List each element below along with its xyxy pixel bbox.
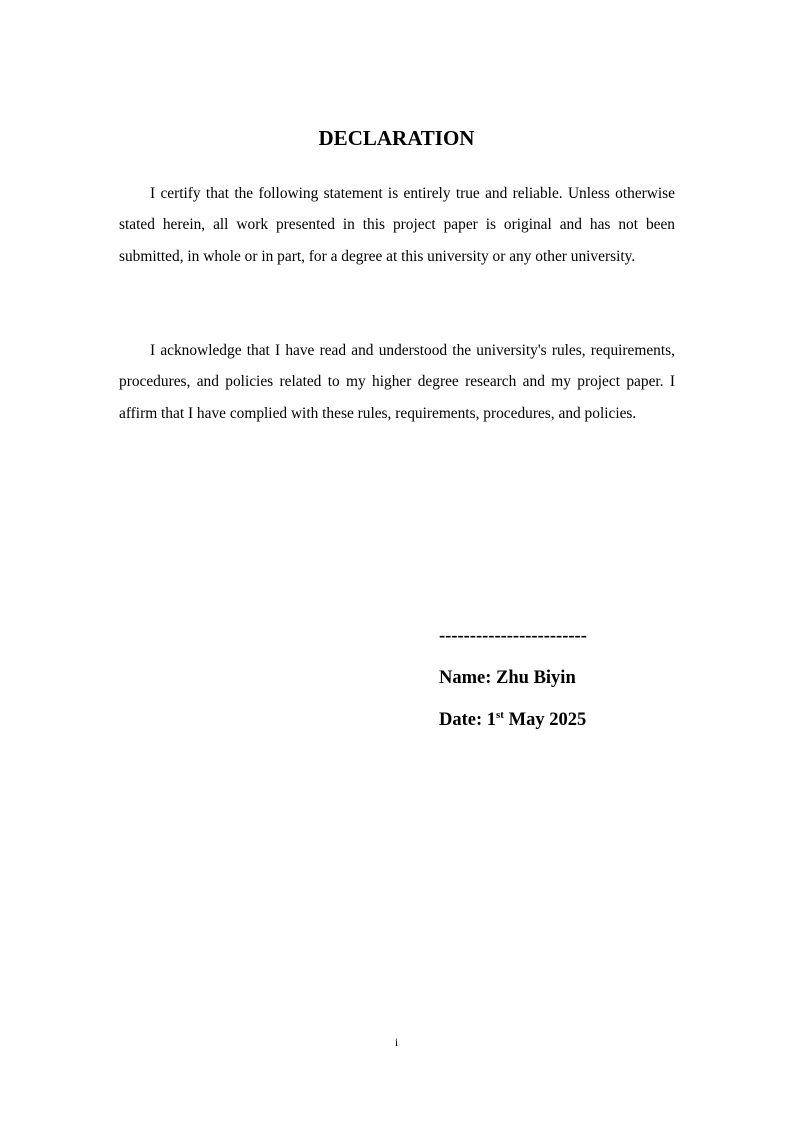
page-title: DECLARATION [318,126,475,150]
certification-paragraph: I certify that the following statement is entirely true and reliable. Unless otherwise stated herein, all work presented in this project paper is original and has not been submitted, in whole or in part, for a degree at this university or any other university. [119,185,675,265]
page-number: i [394,1035,399,1049]
name-value: Zhu Biyin [496,668,576,688]
acknowledgement-paragraph: I acknowledge that I have read and understood the university's rules, requirements, procedures, and policies related to my higher degree research and my project paper. I affirm that I have complied with these rules, requirements, procedures, and policies. [119,342,675,422]
date-day: 1 [486,710,497,730]
signatory-name [439,664,576,692]
date-suffix: st [496,709,504,721]
date-rest: May 2025 [508,710,587,730]
name-label: Name: [439,668,492,688]
date-label: Date: [439,710,483,730]
signature-date [439,706,586,734]
signature-line: ------------------------ [439,626,587,646]
